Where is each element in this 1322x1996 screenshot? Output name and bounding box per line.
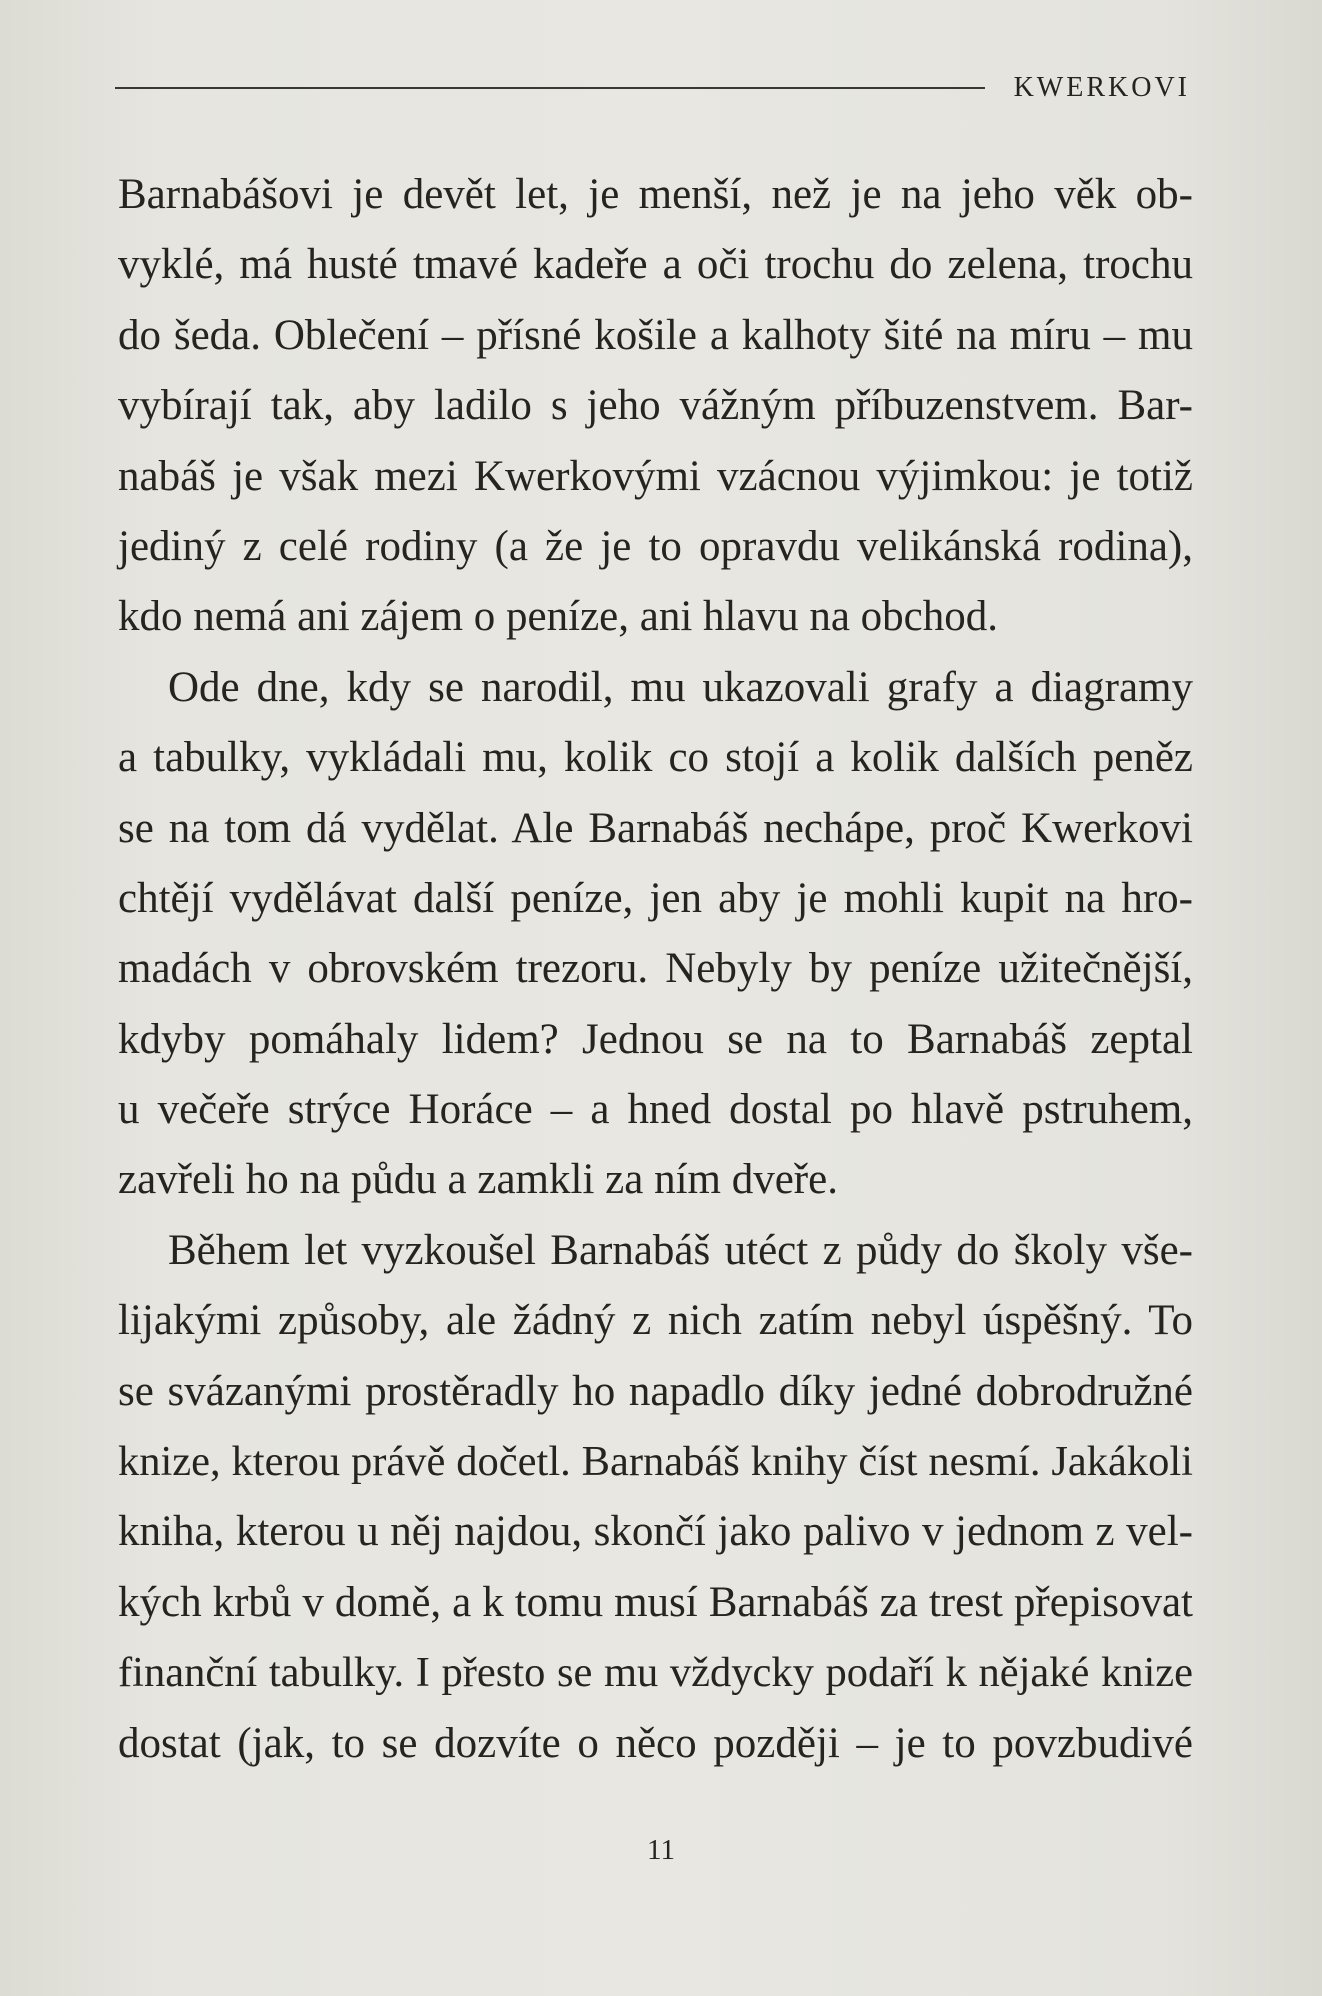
- text-line: jediný z celé rodiny (a že je to opravdu velikánská rodina),: [118, 522, 1193, 570]
- running-head-title: KWERKOVI: [1013, 72, 1190, 103]
- text-line: kniha, kterou u něj najdou, skončí jako palivo v jednom z vel-: [118, 1508, 1193, 1556]
- text-line: kých krbů v domě, a k tomu musí Barnabáš za trest přepisovat: [118, 1578, 1193, 1626]
- text-line: u večeře strýce Horáce – a hned dostal po hlavě pstruhem,: [118, 1086, 1193, 1134]
- text-line: a tabulky, vykládali mu, kolik co stojí a kolik dalších peněz: [118, 734, 1193, 782]
- text-line: kdo nemá ani zájem o peníze, ani hlavu na obchod.: [118, 593, 998, 641]
- page-number: 11: [647, 1834, 675, 1866]
- text-line: Během let vyzkoušel Barnabáš utéct z půdy do školy vše-: [168, 1226, 1193, 1274]
- running-head: [115, 70, 1190, 110]
- text-line: dostat (jak, to se dozvíte o něco později – je to povzbudivé: [118, 1719, 1193, 1767]
- text-line: nabáš je však mezi Kwerkovými vzácnou výjimkou: je totiž: [118, 452, 1193, 500]
- text-line: Ode dne, kdy se narodil, mu ukazovali grafy a diagramy: [168, 663, 1193, 711]
- text-line: kdyby pomáhaly lidem? Jednou se na to Barnabáš zeptal: [118, 1015, 1193, 1063]
- header-rule: [115, 87, 985, 89]
- body-text: [118, 160, 1193, 1779]
- text-line: zavřeli ho na půdu a zamkli za ním dveře.: [118, 1156, 838, 1204]
- text-line: madách v obrovském trezoru. Nebyly by peníze užitečnější,: [118, 945, 1193, 993]
- text-line: do šeda. Oblečení – přísné košile a kalhoty šité na míru – mu: [118, 311, 1193, 359]
- text-line: knize, kterou právě dočetl. Barnabáš knihy číst nesmí. Jakákoli: [118, 1438, 1193, 1486]
- text-line: vybírají tak, aby ladilo s jeho vážným příbuzenstvem. Bar-: [118, 382, 1193, 430]
- text-line: lijakými způsoby, ale žádný z nich zatím nebyl úspěšný. To: [118, 1297, 1193, 1345]
- text-line: se na tom dá vydělat. Ale Barnabáš nechápe, proč Kwerkovi: [118, 804, 1193, 852]
- text-line: chtějí vydělávat další peníze, jen aby je mohli kupit na hro-: [118, 874, 1193, 922]
- text-line: finanční tabulky. I přesto se mu vždycky podaří k nějaké knize: [118, 1649, 1193, 1697]
- text-line: se svázanými prostěradly ho napadlo díky jedné dobrodružné: [118, 1367, 1193, 1415]
- text-line: Barnabášovi je devět let, je menší, než je na jeho věk ob-: [118, 171, 1193, 218]
- text-line: vyklé, má husté tmavé kadeře a oči trochu do zelena, trochu: [118, 241, 1193, 289]
